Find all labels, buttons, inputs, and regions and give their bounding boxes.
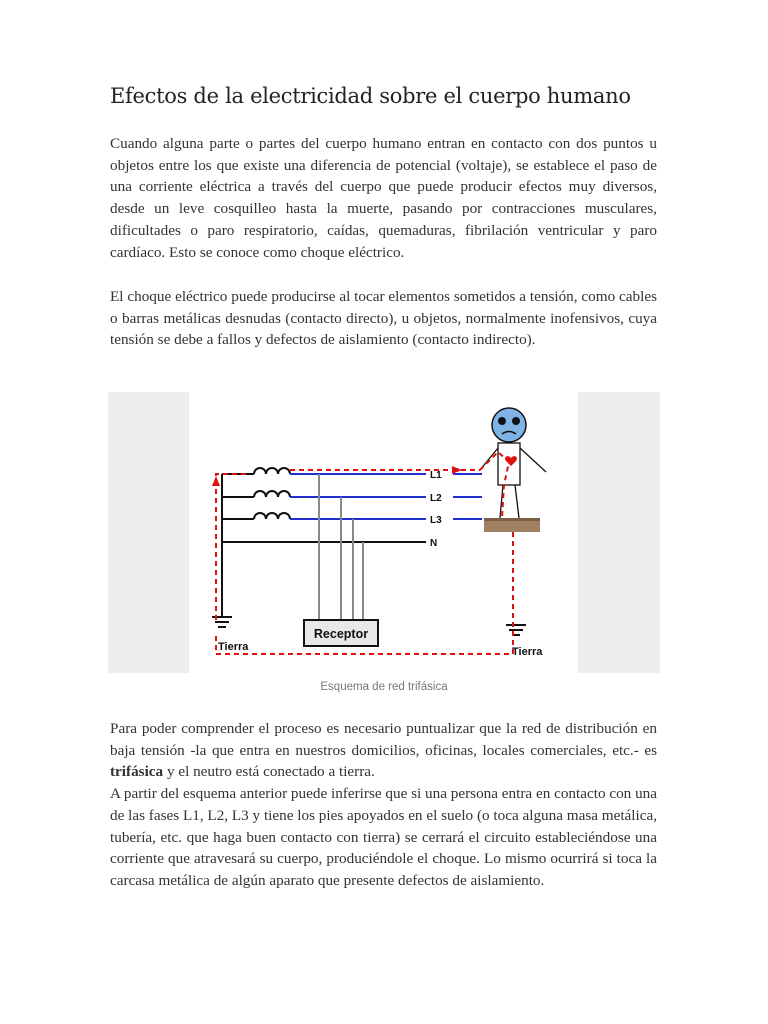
person-figure xyxy=(480,408,546,518)
paragraph-4: A partir del esquema anterior puede inferirse que si una persona entra en contacto con una de las fases L1, L2, L3 y tiene los pies apoyados en el suelo (o toca alguna masa metálica, tubería, etc. que haga buen contacto con tierra) se cerrará el circuito estableciéndose una corriente que atravesará su cuerpo, produciéndole el choque. Lo mismo ocurrirá si toca la carcasa metálica de algún aparato que presente defectos de aislamiento. xyxy=(110,785,657,889)
ground-label-right: Tierra xyxy=(512,646,543,658)
label-l3: L3 xyxy=(430,515,442,526)
paragraph-3-bold: trifásica xyxy=(110,763,164,781)
paragraph-3-part2: y el neutro está conectado a tierra. xyxy=(163,763,375,781)
paragraph-3 xyxy=(110,718,657,892)
label-l2: L2 xyxy=(430,493,442,504)
paragraph-1: Cuando alguna parte o partes del cuerpo humano entran en contacto con dos puntos u objetos entre los que existe una diferencia de potencial (voltaje), se establece el paso de una corriente eléctrica a través del cuerpo que puede producir efectos muy diversos, desde un leve cosquilleo hasta la muerte, pasando por contracciones musculares, dificultades o paro respiratorio, caídas, quemaduras, fibrilación ventricular y paro cardíaco. Esto se conoce como choque eléctrico. xyxy=(110,135,657,261)
paragraph-2: El choque eléctrico puede producirse al tocar elementos sometidos a tensión, como cables o barras metálicas desnudas (contacto directo), u objetos, normalmente inofensivos, cuya tensión se debe a fallos y defectos de aislamiento (contacto indirecto). xyxy=(110,288,657,349)
label-l1: L1 xyxy=(430,470,442,481)
label-n: N xyxy=(430,538,438,549)
ground-label-left: Tierra xyxy=(218,641,249,653)
paragraph-3-part1: Para poder comprender el proceso es necesario puntualizar que la red de distribución en baja tensión -la que entra en nuestros domicilios, oficinas, locales comerciales, etc.- es xyxy=(110,720,657,759)
figure-caption: Esquema de red trifásica xyxy=(320,681,448,693)
three-phase-diagram xyxy=(108,392,660,673)
receptor-label: Receptor xyxy=(313,627,369,641)
article-title: Efectos de la electricidad sobre el cuerpo humano xyxy=(110,84,631,108)
